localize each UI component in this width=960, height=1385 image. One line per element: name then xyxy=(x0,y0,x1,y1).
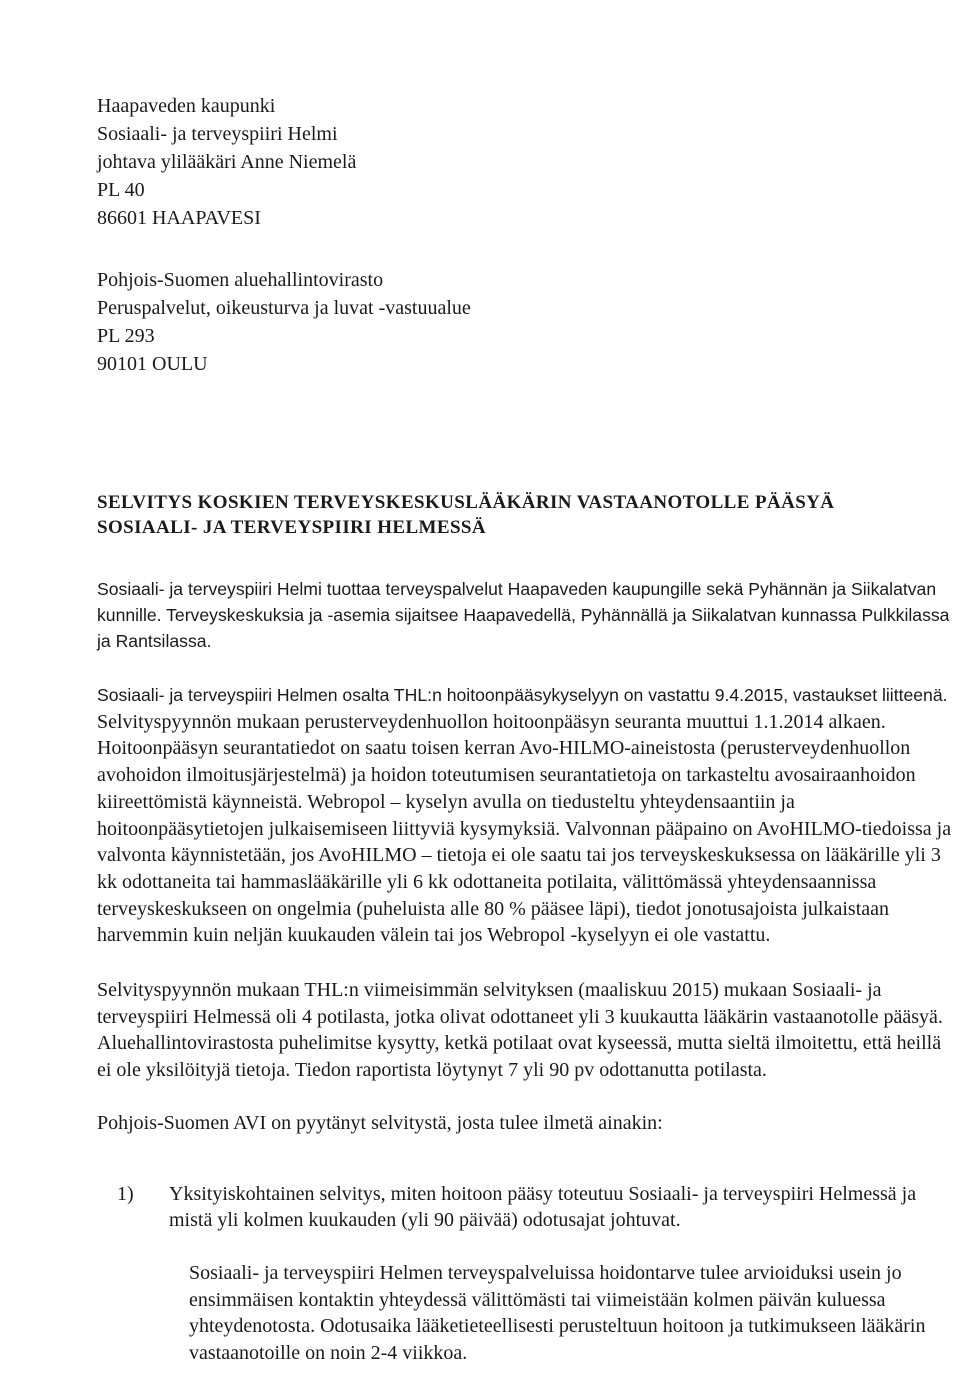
sender-line: Pohjois-Suomen aluehallintovirasto xyxy=(97,269,384,291)
recipient-address xyxy=(97,92,957,232)
document-heading xyxy=(97,490,957,540)
heading-line: SELVITYS KOSKIEN TERVEYSKESKUSLÄÄKÄRIN VASTAANOTOLLE PÄÄSYÄ xyxy=(97,492,835,513)
survey-response-text: Sosiaali- ja terveyspiiri Helmen osalta THL:n hoitoonpääsykyselyyn on vastattu 9.4.2015, vastaukset liitteenä. xyxy=(97,685,948,705)
list-item-answer: Sosiaali- ja terveyspiiri Helmen terveyspalveluissa hoidontarve tulee arvioiduksi usein jo ensimmäisen kontaktin yhteydessä välittömästi tai viimeistään kolmen päivän kuluessa yhteydenotosta. Odotusaika lääketieteellisesti perusteltuun hoitoon ja tutkimukseen lääkärin vastaanotoille on noin 2-4 viikkoa. xyxy=(189,1261,926,1365)
thl-results-paragraph: Selvityspyynnön mukaan THL:n viimeisimmän selvityksen (maaliskuu 2015) mukaan Sosiaali- ja terveyspiiri Helmessä oli 4 potilasta, jotka olivat odottaneet yli 3 kuukautta lääkärin vastaanotolle pääsyä. Aluehallintovirastosta puhelimitse kysytty, ketkä potilaat ovat kyseessä, mutta sieltä ilmoitettu, että heillä ei ole yksilöityjä tietoja. Tiedon raportista löytynyt 7 yli 90 pv odottanutta potilasta. xyxy=(97,979,943,1082)
letter-page xyxy=(97,86,957,1367)
sender-address xyxy=(97,266,957,378)
survey-details-text: Hoitoonpääsyn seurantatiedot on saatu toisen kerran Avo-HILMO-aineistosta (perusterveydenhuollon avohoidon ilmoitusjärjestelmä) ja hoidon toteutumisen seurantatietoja on tarkasteltu avosairaanhoidon kiireettömistä käynneistä. Webropol – kyselyn avulla on tiedusteltu yhteydensaantiin ja hoitoonpääsytietojen julkaisemiseen liittyviä kysymyksiä. Valvonnan pääpaino on AvoHILMO-tiedoissa ja valvonta käynnistetään, jos AvoHILMO – tietoja ei ole saatu tai jos terveyskeskuksessa on lääkärille yli 3 kk odottaneita tai hammaslääkärille yli 6 kk odottaneita potilaita, välittömässä yhteydensaannissa terveyskeskukseen on ongelmia (puheluista alle 80 % pääsee läpi), tiedot jonotusajoista julkaistaan harvemmin kuin neljän kuukauden välein tai jos Webropol -kyselyyn ei ole vastattu. xyxy=(97,737,952,947)
survey-paragraph xyxy=(97,682,957,949)
survey-change-text: Selvityspyynnön mukaan perusterveydenhuollon hoitoonpääsyn seuranta muuttui 1.1.2014 alkaen. xyxy=(97,710,886,733)
intro-paragraph: Sosiaali- ja terveyspiiri Helmi tuottaa terveyspalvelut Haapaveden kaupungille sekä Pyhännän ja Siikalatvan kunnille. Terveyskeskuksia ja -asemia sijaitsee Haapavedellä, Pyhännällä ja Siikalatvan kunnassa Pulkkilassa ja Rantsilassa. xyxy=(97,579,950,651)
request-paragraph: Pohjois-Suomen AVI on pyytänyt selvitystä, josta tulee ilmetä ainakin: xyxy=(97,1111,663,1134)
recipient-line: Haapaveden kaupunki xyxy=(97,95,276,117)
list-item xyxy=(117,1181,957,1234)
recipient-line: johtava ylilääkäri Anne Niemelä xyxy=(97,151,357,173)
list-item-text: Yksityiskohtainen selvitys, miten hoitoon pääsy toteutuu Sosiaali- ja terveyspiiri Helmessä ja mistä yli kolmen kuukauden (yli 90 päivää) odotusajat johtuvat. xyxy=(169,1182,917,1232)
sender-line: PL 293 xyxy=(97,325,155,347)
request-list xyxy=(97,1181,957,1367)
recipient-line: PL 40 xyxy=(97,179,145,201)
sender-line: Peruspalvelut, oikeusturva ja luvat -vastuualue xyxy=(97,297,471,319)
sender-line: 90101 OULU xyxy=(97,353,208,375)
heading-line: SOSIAALI- JA TERVEYSPIIRI HELMESSÄ xyxy=(97,517,486,538)
list-item-number: 1) xyxy=(117,1182,134,1205)
recipient-line: 86601 HAAPAVESI xyxy=(97,207,261,229)
recipient-line: Sosiaali- ja terveyspiiri Helmi xyxy=(97,123,338,145)
